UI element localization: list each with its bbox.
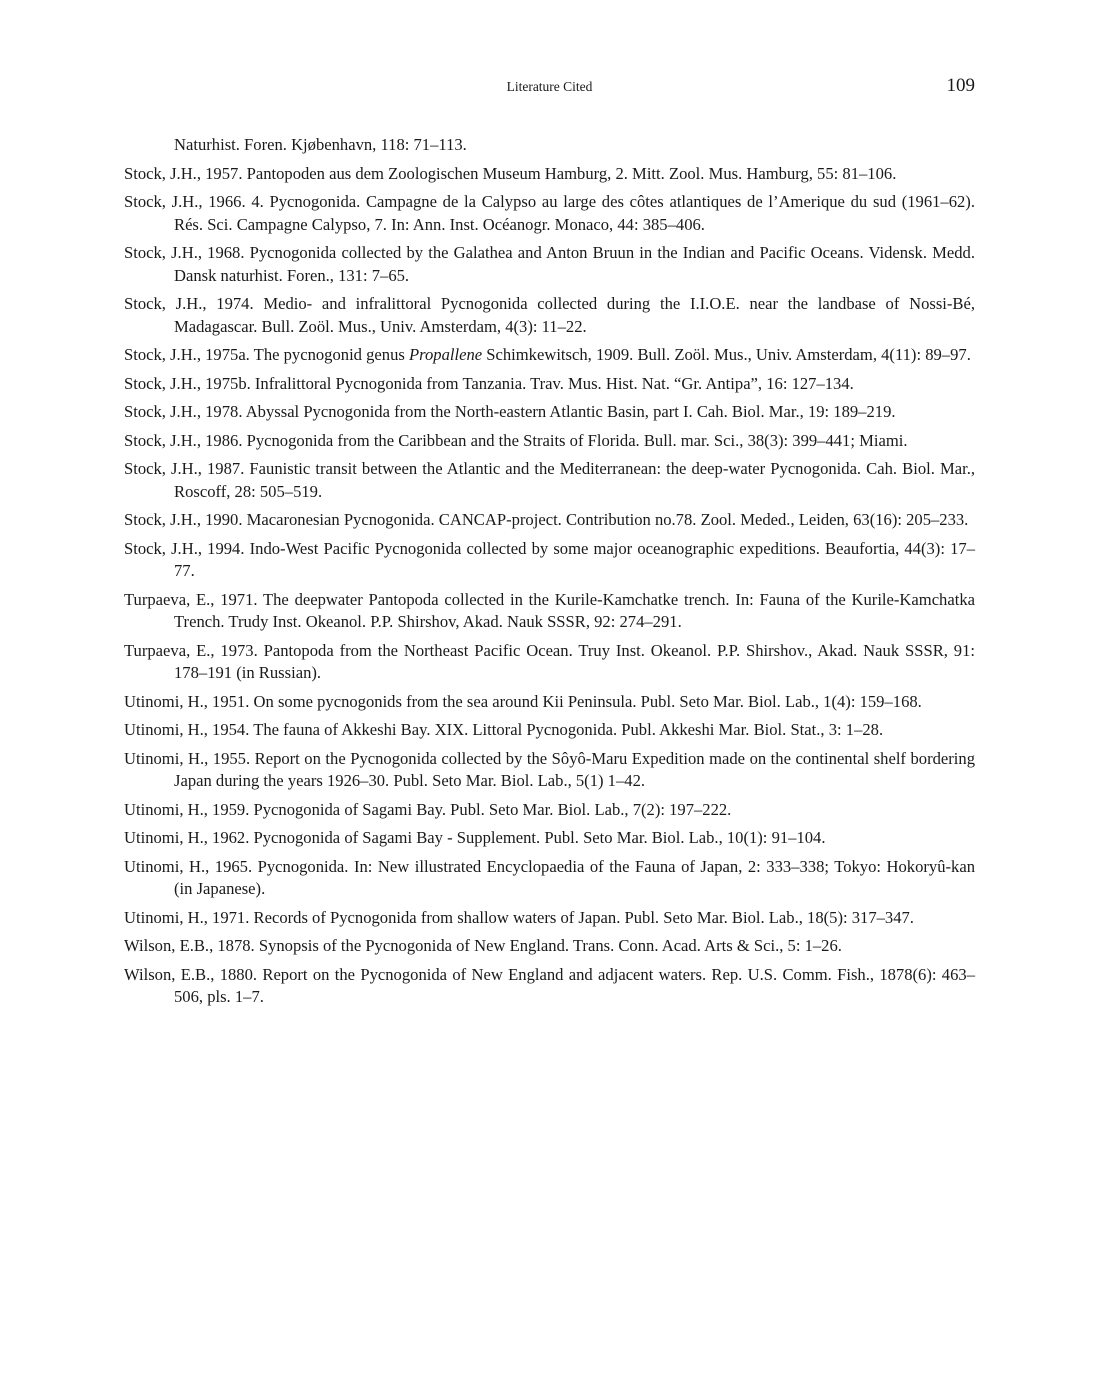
reference-entry: Stock, J.H., 1966. 4. Pycnogonida. Campagne de la Calypso au large des côtes atlantiques de l’Amerique du sud (1961–62). Rés. Sci. Campagne Calypso, 7. In: Ann. Inst. Océanogr. Monaco, 44: 385–406.	[124, 192, 975, 234]
reference-entry: Stock, J.H., 1968. Pycnogonida collected by the Galathea and Anton Bruun in the Indian and Pacific Oceans. Vidensk. Medd. Dansk naturhist. Foren., 131: 7–65.	[124, 243, 975, 285]
reference-entry	[124, 344, 975, 367]
reference-entry: Utinomi, H., 1954. The fauna of Akkeshi Bay. XIX. Littoral Pycnogonida. Publ. Akkeshi Mar. Biol. Stat., 3: 1–28.	[124, 720, 884, 739]
reference-entry: Stock, J.H., 1986. Pycnogonida from the Caribbean and the Straits of Florida. Bull. mar. Sci., 38(3): 399–441; Miami.	[124, 430, 908, 450]
reference-entry: Utinomi, H., 1959. Pycnogonida of Sagami Bay. Publ. Seto Mar. Biol. Lab., 7(2): 197–222.	[124, 799, 732, 819]
reference-entry: Wilson, E.B., 1880. Report on the Pycnogonida of New England and adjacent waters. Rep. U.S. Comm. Fish., 1878(6): 463–506, pls. 1–7.	[124, 964, 975, 1006]
reference-entry: Utinomi, H., 1965. Pycnogonida. In: New illustrated Encyclopaedia of the Fauna of Japan, 2: 333–338; Tokyo: Hokoryû-kan (in Japanese).	[124, 856, 975, 898]
reference-entry: Stock, J.H., 1978. Abyssal Pycnogonida from the North-eastern Atlantic Basin, part I. Cah. Biol. Mar., 19: 189–219.	[124, 402, 896, 421]
reference-entry: Utinomi, H., 1955. Report on the Pycnogonida collected by the Sôyô-Maru Expedition made on the continental shelf bordering Japan during the years 1926–30. Publ. Seto Mar. Biol. Lab., 5(1) 1–42.	[124, 748, 975, 790]
reference-entry: Stock, J.H., 1975b. Infralittoral Pycnogonida from Tanzania. Trav. Mus. Hist. Nat. “Gr. Antipa”, 16: 127–134.	[124, 373, 854, 393]
reference-entry: Stock, J.H., 1974. Medio- and infralittoral Pycnogonida collected during the I.I.O.E. near the landbase of Nossi-Bé, Madagascar. Bull. Zoöl. Mus., Univ. Amsterdam, 4(3): 11–22.	[124, 294, 975, 336]
reference-entry: Stock, J.H., 1994. Indo-West Pacific Pycnogonida collected by some major oceanographic expeditions. Beaufortia, 44(3): 17–77.	[124, 538, 975, 580]
reference-entry: Utinomi, H., 1951. On some pycnogonids from the sea around Kii Peninsula. Publ. Seto Mar. Biol. Lab., 1(4): 159–168.	[124, 691, 922, 711]
reference-entry: Turpaeva, E., 1971. The deepwater Pantopoda collected in the Kurile-Kamchatke trench. In: Fauna of the Kurile-Kamchatka Trench. Trudy Inst. Okeanol. P.P. Shirshov, Akad. Nauk SSSR, 92: 274–291.	[124, 589, 975, 631]
reference-text: Stock, J.H., 1975a. The pycnogonid genus	[124, 345, 409, 364]
reference-continuation: Naturhist. Foren. Kjøbenhavn, 118: 71–113.	[174, 135, 467, 154]
reference-entry: Utinomi, H., 1971. Records of Pycnogonida from shallow waters of Japan. Publ. Seto Mar. Biol. Lab., 18(5): 317–347.	[124, 907, 914, 927]
reference-entry: Stock, J.H., 1957. Pantopoden aus dem Zoologischen Museum Hamburg, 2. Mitt. Zool. Mus. Hamburg, 55: 81–106.	[124, 163, 897, 183]
reference-text: Schimkewitsch, 1909. Bull. Zoöl. Mus., Univ. Amsterdam, 4(11): 89–97.	[482, 345, 971, 364]
page-number: 109	[946, 75, 975, 96]
reference-list	[124, 134, 975, 1015]
reference-entry: Stock, J.H., 1990. Macaronesian Pycnogonida. CANCAP-project. Contribution no.78. Zool. Meded., Leiden, 63(16): 205–233.	[124, 510, 969, 529]
genus-name-italic: Propallene	[409, 345, 483, 364]
reference-entry: Utinomi, H., 1962. Pycnogonida of Sagami Bay - Supplement. Publ. Seto Mar. Biol. Lab., 10(1): 91–104.	[124, 828, 826, 847]
reference-entry: Turpaeva, E., 1973. Pantopoda from the Northeast Pacific Ocean. Truy Inst. Okeanol. P.P. Shirshov., Akad. Nauk SSSR, 91: 178–191 (in Russian).	[124, 640, 975, 682]
reference-entry: Wilson, E.B., 1878. Synopsis of the Pycnogonida of New England. Trans. Conn. Acad. Arts & Sci., 5: 1–26.	[124, 936, 842, 955]
reference-entry: Stock, J.H., 1987. Faunistic transit between the Atlantic and the Mediterranean: the deep-water Pycnogonida. Cah. Biol. Mar., Roscoff, 28: 505–519.	[124, 459, 975, 501]
running-title: Literature Cited	[506, 79, 593, 94]
running-head	[124, 76, 975, 100]
